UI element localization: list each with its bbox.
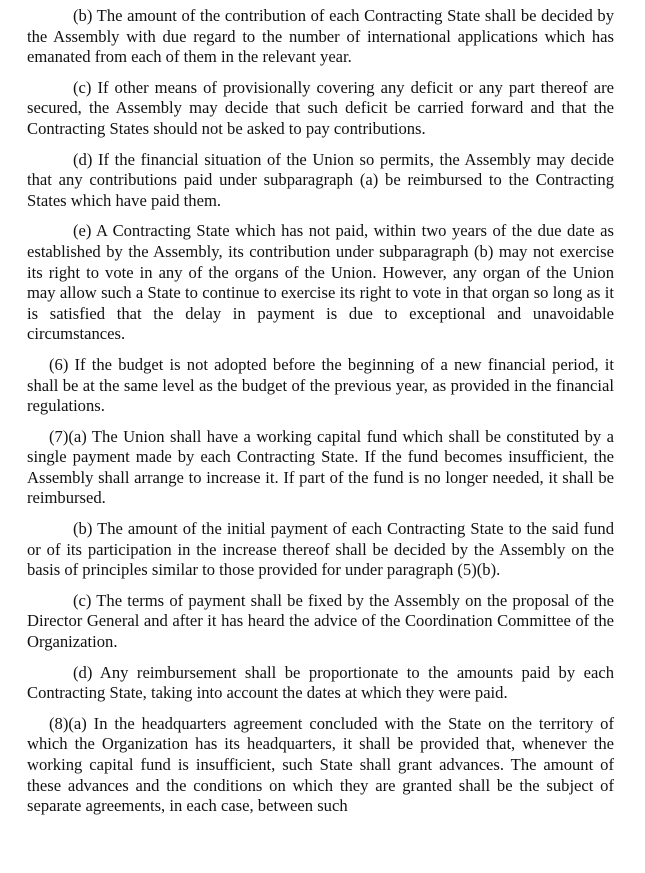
paragraph-7d: (d) Any reimbursement shall be proportionate to the amounts paid by each Contracting State, taking into account the dates at which they were paid. — [27, 662, 614, 703]
paragraph-5b: (b) The amount of the contribution of each Contracting State shall be decided by the Assembly with due regard to the number of international applications which has emanated from each of them in the relevant year. — [27, 6, 614, 67]
paragraph-7a: (7)(a) The Union shall have a working capital fund which shall be constituted by a single payment made by each Contracting State. If the fund becomes insufficient, the Assembly shall arrange to increase it. If part of the fund is no longer needed, it shall be reimbursed. — [27, 426, 614, 508]
paragraph-5c: (c) If other means of provisionally covering any deficit or any part thereof are secured, the Assembly may decide that such deficit be carried forward and that the Contracting States should not be asked to pay contributions. — [27, 77, 614, 138]
paragraph-5e: (e) A Contracting State which has not paid, within two years of the due date as established by the Assembly, its contribution under subparagraph (b) may not exercise its right to vote in any of the organs of the Union. However, any organ of the Union may allow such a State to continue to exercise its right to vote in that organ so long as it is satisfied that the delay in payment is due to exceptional and unavoidable circumstances. — [27, 221, 614, 344]
paragraph-5d: (d) If the financial situation of the Union so permits, the Assembly may decide that any contributions paid under subparagraph (a) be reimbursed to the Contracting States which have paid them. — [27, 149, 614, 210]
document-page — [27, 6, 614, 827]
paragraph-7b: (b) The amount of the initial payment of each Contracting State to the said fund or of its participation in the increase thereof shall be decided by the Assembly on the basis of principles similar to those provided for under paragraph (5)(b). — [27, 519, 614, 580]
paragraph-7c: (c) The terms of payment shall be fixed by the Assembly on the proposal of the Director General and after it has heard the advice of the Coordination Committee of the Organization. — [27, 590, 614, 652]
paragraph-6: (6) If the budget is not adopted before the beginning of a new financial period, it shall be at the same level as the budget of the previous year, as provided in the financial regulations. — [27, 354, 614, 416]
paragraph-8a: (8)(a) In the headquarters agreement concluded with the State on the territory of which the Organization has its headquarters, it shall be provided that, whenever the working capital fund is insufficient, such State shall grant advances. The amount of these advances and the conditions on which they are granted shall be the subject of separate agreements, in each case, between such — [27, 713, 614, 816]
